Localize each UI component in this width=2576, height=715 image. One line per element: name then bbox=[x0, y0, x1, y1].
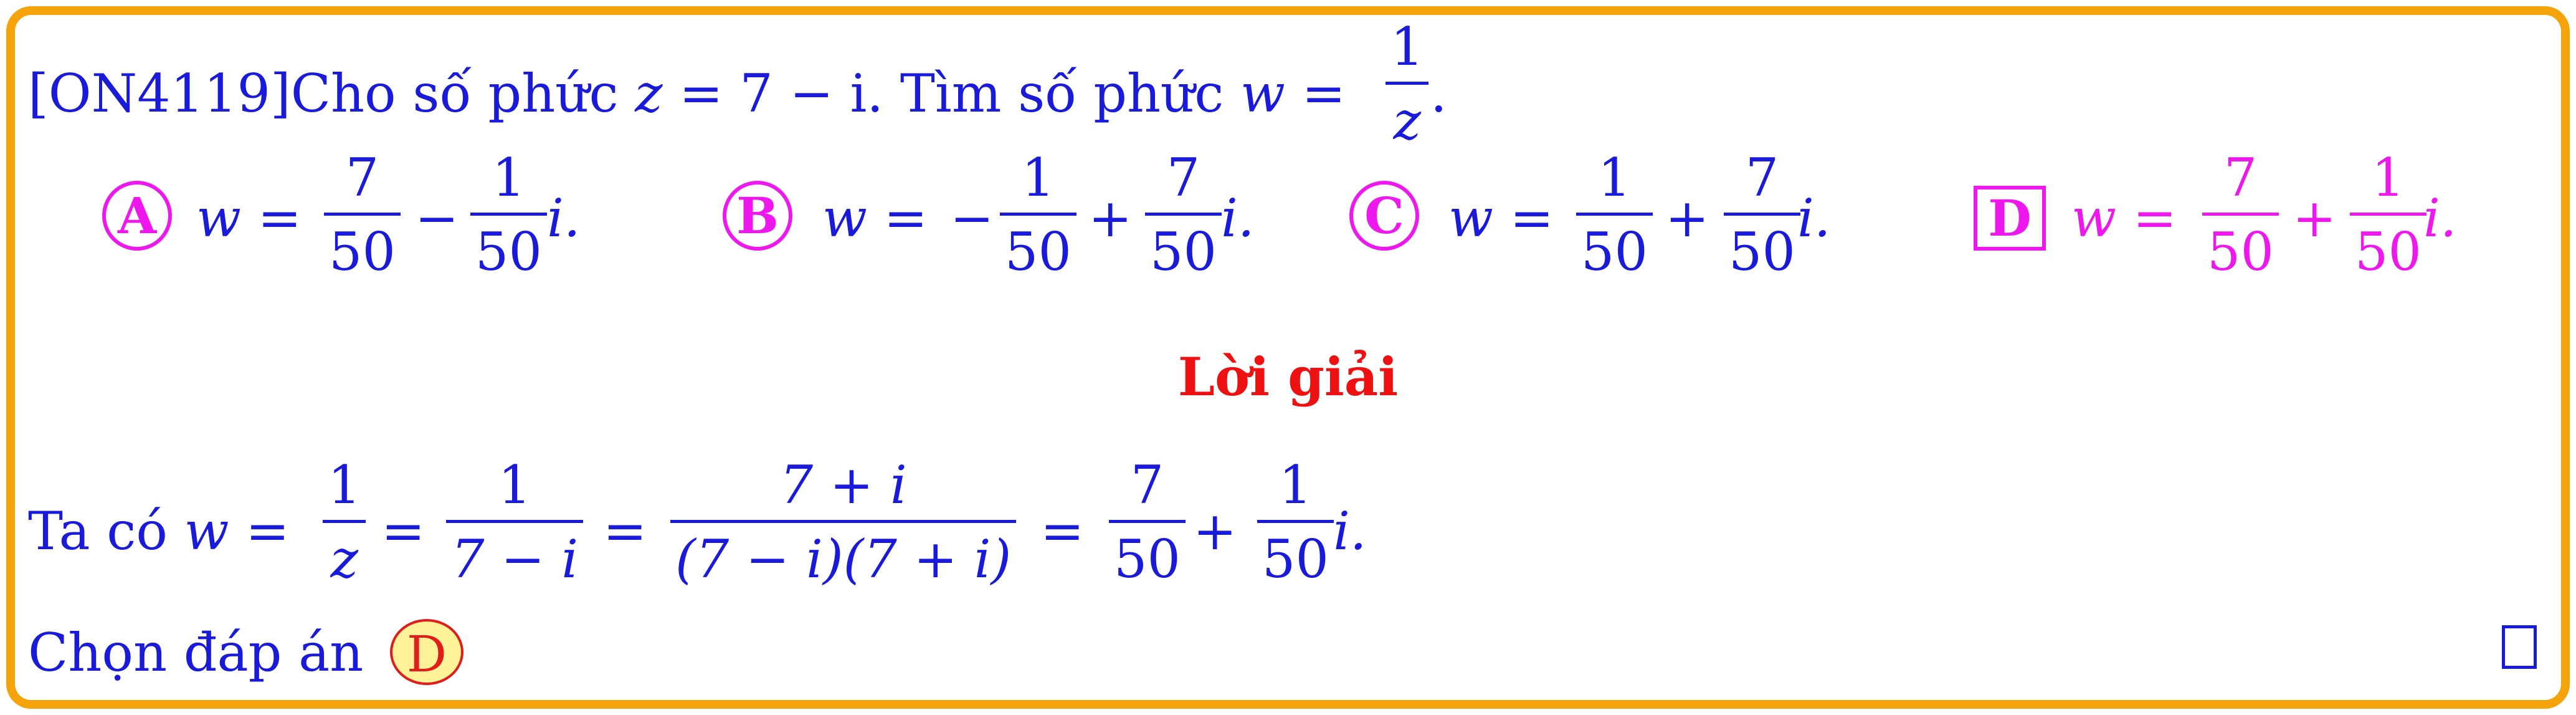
option-b-lhs: w = bbox=[822, 188, 928, 249]
frac-num: 7 bbox=[1745, 147, 1779, 208]
fraction-bar bbox=[2350, 213, 2426, 216]
fraction-bar bbox=[1385, 82, 1428, 85]
fraction-bar bbox=[446, 520, 583, 523]
solution-prefix bbox=[28, 501, 290, 562]
option-b-operator: + bbox=[1088, 188, 1133, 249]
frac-den: z bbox=[330, 529, 358, 590]
frac-den: 50 bbox=[1114, 529, 1181, 590]
option-a-frac1 bbox=[324, 147, 401, 282]
fraction-bar bbox=[1000, 213, 1077, 216]
solution-frac1 bbox=[323, 454, 366, 590]
solution-frac4 bbox=[1109, 454, 1186, 590]
option-a-label[interactable]: A bbox=[102, 181, 172, 251]
option-d-frac2 bbox=[2350, 147, 2426, 282]
option-a-operator: − bbox=[415, 188, 459, 249]
option-c-frac1 bbox=[1576, 147, 1653, 282]
option-b-label[interactable]: B bbox=[723, 181, 792, 251]
option-d-label[interactable]: D bbox=[1974, 186, 2046, 251]
frac-den: (7 − i)(7 + i) bbox=[675, 529, 1012, 590]
question-stem bbox=[28, 63, 1346, 124]
frac-num: 1 bbox=[1021, 147, 1055, 208]
equals-sign: = bbox=[679, 63, 723, 124]
option-a-lhs: w = bbox=[196, 188, 302, 249]
frac-num: 1 bbox=[492, 147, 526, 208]
frac-num: 7 bbox=[345, 147, 379, 208]
frac-num: 7 bbox=[1166, 147, 1200, 208]
equals-sign: = bbox=[245, 501, 290, 562]
frac-den: 50 bbox=[1729, 221, 1795, 282]
option-d-tail: i. bbox=[2423, 188, 2457, 249]
fraction-bar bbox=[1145, 213, 1222, 216]
frac-den: 50 bbox=[329, 221, 396, 282]
frac-num: 1 bbox=[498, 454, 531, 516]
option-d-lhs: w = bbox=[2071, 188, 2177, 249]
frac-den: 50 bbox=[2355, 221, 2422, 282]
option-b-sign: − bbox=[950, 188, 994, 249]
fraction-numerator: 1 bbox=[1390, 16, 1424, 77]
question-id: [ON4119] bbox=[28, 63, 291, 124]
w-variable: w bbox=[1240, 63, 1285, 124]
fraction-bar bbox=[470, 213, 547, 216]
frac-den: 50 bbox=[1005, 221, 1072, 282]
ask-text: . Tìm số phức bbox=[867, 63, 1224, 124]
solution-frac3 bbox=[670, 454, 1016, 590]
option-c-frac2 bbox=[1724, 147, 1800, 282]
option-a-tail: i. bbox=[547, 188, 581, 249]
qed-square-icon bbox=[2502, 625, 2537, 669]
option-c-lhs: w = bbox=[1448, 188, 1554, 249]
question-period: . bbox=[1430, 63, 1447, 124]
fraction-denominator: z bbox=[1393, 90, 1421, 151]
question-fraction bbox=[1385, 16, 1428, 151]
option-d-operator: + bbox=[2293, 188, 2337, 249]
w-variable: w bbox=[184, 501, 229, 562]
option-a-frac2 bbox=[470, 147, 547, 282]
solution-tail: i. bbox=[1333, 501, 1367, 562]
solution-eq-1: = bbox=[381, 501, 425, 562]
fraction-bar bbox=[1576, 213, 1653, 216]
solution-frac5 bbox=[1257, 454, 1334, 590]
fraction-bar bbox=[2202, 213, 2279, 216]
stem-text: Cho số phức bbox=[290, 63, 619, 124]
solution-frac2 bbox=[446, 454, 583, 590]
frac-den: 50 bbox=[2207, 221, 2274, 282]
option-b-tail: i. bbox=[1221, 188, 1255, 249]
fraction-bar bbox=[1724, 213, 1800, 216]
equals-sign-2: = bbox=[1301, 63, 1346, 124]
frac-num: 1 bbox=[328, 454, 361, 516]
fraction-bar bbox=[1109, 520, 1186, 523]
frac-num: 7 + i bbox=[779, 454, 907, 516]
frac-num: 1 bbox=[1278, 454, 1313, 516]
prefix-text: Ta có bbox=[28, 501, 168, 562]
frac-den: 7 − i bbox=[451, 529, 579, 590]
solution-heading: Lời giải bbox=[1177, 346, 1399, 408]
answer-label: Chọn đáp án bbox=[28, 622, 364, 683]
answer-choice-badge: D bbox=[390, 619, 463, 685]
z-variable: z bbox=[635, 63, 663, 124]
fraction-bar bbox=[324, 213, 401, 216]
option-c-operator: + bbox=[1665, 188, 1709, 249]
option-d-frac1 bbox=[2202, 147, 2279, 282]
fraction-bar bbox=[1257, 520, 1334, 523]
fraction-bar bbox=[323, 520, 366, 523]
solution-eq-2: = bbox=[603, 501, 647, 562]
frac-den: 50 bbox=[1150, 221, 1217, 282]
solution-plus: + bbox=[1193, 501, 1237, 562]
option-c-tail: i. bbox=[1797, 188, 1831, 249]
frac-den: 50 bbox=[1262, 529, 1329, 590]
solution-eq-3: = bbox=[1040, 501, 1085, 562]
z-value: 7 − i bbox=[739, 63, 867, 124]
frac-num: 1 bbox=[2371, 147, 2405, 208]
option-b-frac1 bbox=[1000, 147, 1077, 282]
fraction-bar bbox=[670, 520, 1016, 523]
option-c-label[interactable]: C bbox=[1349, 181, 1419, 251]
frac-num: 7 bbox=[2223, 147, 2258, 208]
frac-num: 7 bbox=[1130, 454, 1164, 516]
frac-den: 50 bbox=[475, 221, 542, 282]
frac-num: 1 bbox=[1597, 147, 1632, 208]
frac-den: 50 bbox=[1581, 221, 1648, 282]
option-b-frac2 bbox=[1145, 147, 1222, 282]
